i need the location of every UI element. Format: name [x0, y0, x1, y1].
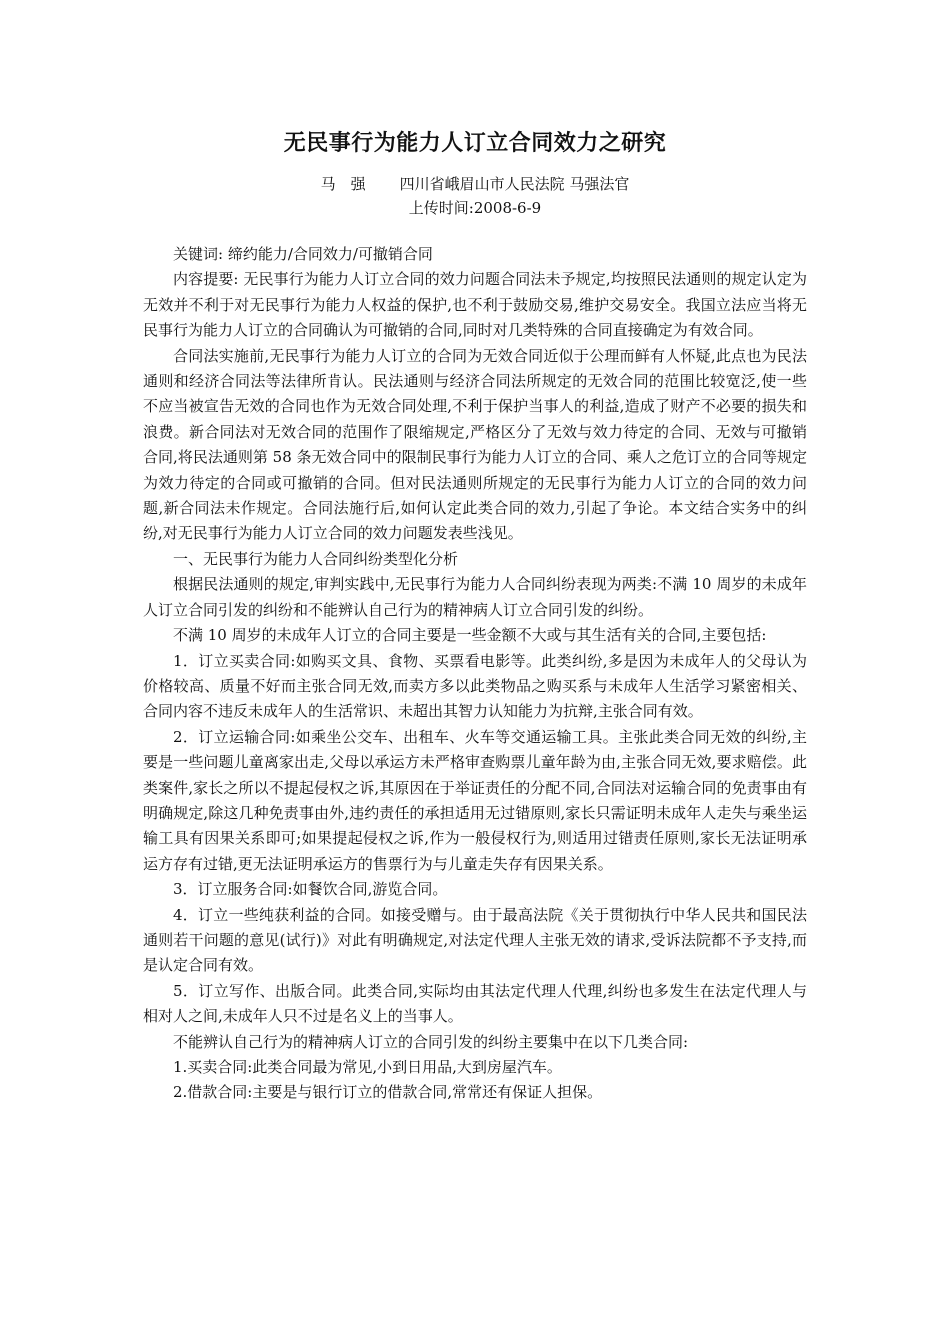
list-item: 3．订立服务合同:如餐饮合同,游览合同。	[173, 880, 448, 899]
byline	[143, 172, 807, 196]
body-paragraph: 不能辨认自己行为的精神病人订立的合同引发的纠纷主要集中在以下几类合同:	[173, 1032, 689, 1051]
list-item: 1．订立买卖合同:如购买文具、食物、买票看电影等。此类纠纷,多是因为未成年人的父母认为价格较高、质量不好而主张合同无效,而卖方多以此类物品之购买系与未成年人生活学习紧密相关、合同内容不违反未成年人的生活常识、未超出其智力认知能力为抗辩,主张合同有效。	[143, 651, 807, 721]
upload-time: 上传时间:2008-6-9	[408, 199, 542, 217]
body-paragraph: 不满 10 周岁的未成年人订立的合同主要是一些金额不大或与其生活有关的合同,主要包括:	[173, 626, 767, 645]
document-title: 无民事行为能力人订立合同效力之研究	[283, 130, 667, 156]
list-item: 1.买卖合同:此类合同最为常见,小到日用品,大到房屋汽车。	[173, 1058, 562, 1076]
list-item: 2.借款合同:主要是与银行订立的借款合同,常常还有保证人担保。	[173, 1083, 603, 1102]
body-paragraph: 根据民法通则的规定,审判实践中,无民事行为能力人合同纠纷表现为两类:不满 10 周岁的未成年人订立合同引发的纠纷和不能辨认自己行为的精神病人订立合同引发的纠纷。	[143, 575, 807, 619]
list-item: 5．订立写作、出版合同。此类合同,实际均由其法定代理人代理,纠纷也多发生在法定代理人与相对人之间,未成年人只不过是名义上的当事人。	[143, 981, 807, 1026]
abstract: 内容提要: 无民事行为能力人订立合同的效力问题合同法未予规定,均按照民法通则的规定认定为无效并不利于对无民事行为能力人权益的保护,也不利于鼓励交易,维护交易安全。我国立法应当将无民事行为能力人订立的合同确认为可撤销的合同,同时对几类特殊的合同直接确定为有效合同。	[143, 270, 807, 340]
body-paragraph: 合同法实施前,无民事行为能力人订立的合同为无效合同近似于公理而鲜有人怀疑,此点也为民法通则和经济合同法等法律所肯认。民法通则与经济合同法所规定的无效合同的范围比较宽泛,使一些不应当被宣告无效的合同也作为无效合同处理,不利于保护当事人的利益,造成了财产不必要的损失和浪费。新合同法对无效合同的范围作了限缩规定,严格区分了无效与效力待定的合同、无效与可撤销合同,将民法通则第 58 条无效合同中的限制民事行为能力人订立的合同、乘人之危订立的合同等规定为效力待定的合同或可撤销的合同。但对民法通则所规定的无民事行为能力人订立的合同的效力问题,新合同法未作规定。合同法施行后,如何认定此类合同的效力,引起了争论。本文结合实务中的纠纷,对无民事行为能力人订立合同的效力问题发表些浅见。	[143, 346, 807, 543]
author-affiliation: 四川省峨眉山市人民法院 马强法官	[399, 175, 630, 193]
document-page	[143, 128, 807, 1106]
list-item: 4．订立一些纯获利益的合同。如接受赠与。由于最高法院《关于贯彻执行中华人民共和国民法通则若干问题的意见(试行)》对此有明确规定,对法定代理人主张无效的请求,受诉法院都不予支持,而是认定合同有效。	[143, 905, 807, 975]
author-name: 马 强	[320, 175, 366, 193]
list-item: 2．订立运输合同:如乘坐公交车、出租车、火车等交通运输工具。主张此类合同无效的纠纷,主要是一些问题儿童离家出走,父母以承运方未严格审查购票儿童年龄为由,主张合同无效,要求赔偿。此类案件,家长之所以不提起侵权之诉,其原因在于举证责任的分配不同,合同法对运输合同的免责事由有明确规定,除这几种免责事由外,违约责任的承担适用无过错原则,家长只需证明未成年人走失与乘坐运输工具有因果关系即可;如果提起侵权之诉,作为一般侵权行为,则适用过错责任原则,家长无法证明承运方存有过错,更无法证明承运方的售票行为与儿童走失存有因果关系。	[143, 727, 807, 873]
section-heading: 一、无民事行为能力人合同纠纷类型化分析	[173, 549, 459, 568]
keywords: 关键词: 缔约能力/合同效力/可撤销合同	[173, 245, 433, 263]
